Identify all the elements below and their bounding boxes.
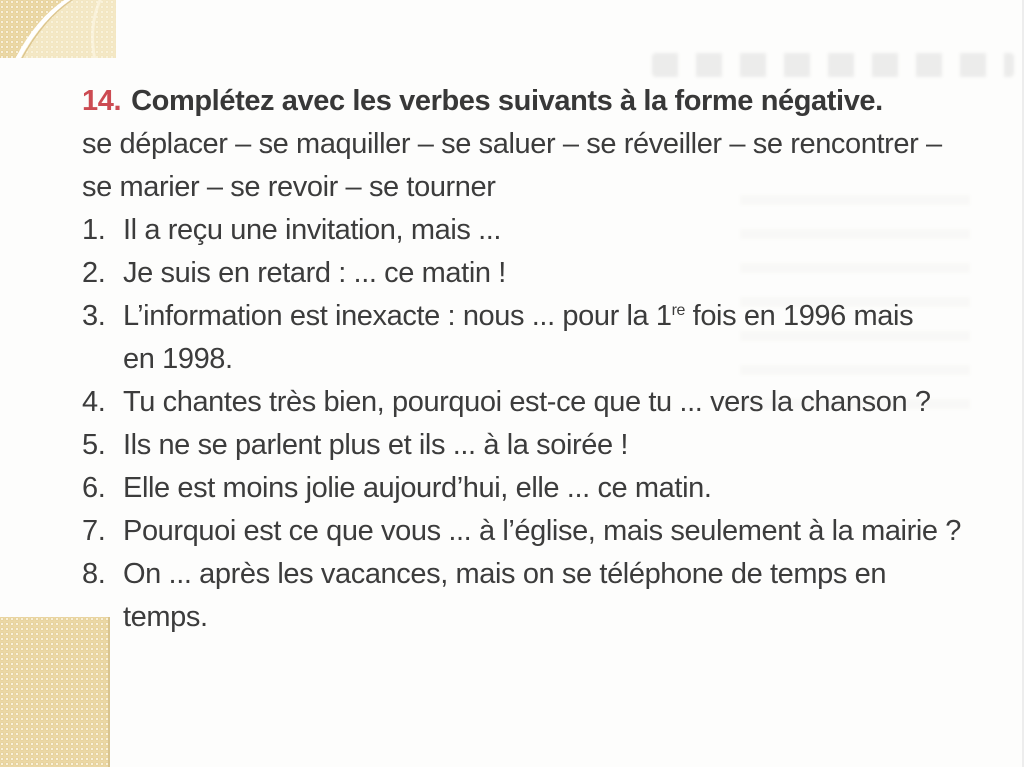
- item-number: 1.: [82, 214, 106, 246]
- exercise-item-5: [82, 424, 966, 467]
- item-text: Je suis en retard : ... ce matin !: [123, 257, 506, 289]
- item-text: On ... après les vacances, mais on se téléphone de temps en temps.: [123, 558, 887, 633]
- exercise-item-8: [82, 553, 966, 639]
- exercise-item-4: [82, 381, 966, 424]
- item-text-part: L’information est inexacte : nous ... pour la 1: [123, 300, 672, 332]
- exercise-block: [82, 80, 966, 639]
- corner-curve-graphic: [0, 0, 116, 58]
- item-text-part: fois en 1996 mais: [685, 300, 914, 332]
- exercise-item-7: [82, 510, 966, 553]
- item-number: 3.: [82, 300, 106, 332]
- item-text: Il a reçu une invitation, mais ...: [123, 214, 502, 246]
- verb-bank-line-1: se déplacer – se maquiller – se saluer – se réveiller – se rencontrer –: [82, 128, 942, 160]
- corner-decoration: [0, 0, 116, 58]
- exercise-heading: [82, 80, 966, 123]
- left-margin-strip: [0, 617, 110, 767]
- exercise-item-2: [82, 252, 966, 295]
- item-number: 7.: [82, 515, 106, 547]
- ordinal-superscript: re: [671, 302, 686, 319]
- item-text: Tu chantes très bien, pourquoi est-ce que tu ... vers la chanson ?: [123, 386, 931, 418]
- item-text-continuation: en 1998.: [123, 343, 233, 375]
- exercise-item-list: [82, 209, 966, 639]
- exercise-item-6: [82, 467, 966, 510]
- item-number: 2.: [82, 257, 106, 289]
- item-number: 8.: [82, 558, 106, 590]
- item-text: Elle est moins jolie aujourd’hui, elle ... ce matin.: [123, 472, 712, 504]
- item-text: [123, 295, 966, 381]
- print-bleed-artifact: [652, 53, 1014, 77]
- exercise-number: 14.: [82, 85, 122, 117]
- item-number: 6.: [82, 472, 106, 504]
- item-text: Pourquoi est ce que vous ... à l’église, mais seulement à la mairie ?: [123, 515, 962, 547]
- item-text: Ils ne se parlent plus et ils ... à la soirée !: [123, 429, 629, 461]
- verb-bank-line-2: se marier – se revoir – se tourner: [82, 171, 496, 203]
- verb-bank: [82, 123, 966, 209]
- exercise-item-3: [82, 295, 966, 381]
- exercise-title: Complétez avec les verbes suivants à la forme négative.: [131, 85, 883, 117]
- item-number: 4.: [82, 386, 106, 418]
- item-number: 5.: [82, 429, 106, 461]
- exercise-item-1: [82, 209, 966, 252]
